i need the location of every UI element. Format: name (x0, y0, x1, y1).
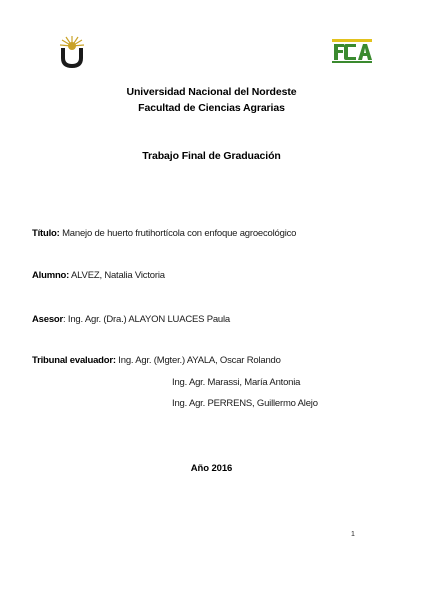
tribunal-line (32, 355, 281, 366)
document-type: Trabajo Final de Graduación (142, 150, 281, 162)
advisor-value: : Ing. Agr. (Dra.) ALAYON LUACES Paula (63, 314, 231, 325)
faculty-name: Facultad de Ciencias Agrarias (138, 102, 285, 114)
unne-logo-icon (58, 34, 86, 70)
year: Año 2016 (190, 463, 233, 474)
tribunal-member-1: Ing. Agr. (Mgter.) AYALA, Oscar Rolando (118, 355, 281, 366)
advisor-label: Asesor (32, 314, 64, 325)
university-name: Universidad Nacional del Nordeste (126, 86, 297, 98)
title-line (32, 228, 296, 239)
tribunal-member-3-line (172, 398, 318, 409)
tribunal-member-2-line (172, 377, 300, 388)
fca-logo-icon (330, 36, 374, 64)
student-label: Alumno: (32, 270, 70, 281)
student-line (32, 270, 165, 281)
title-value: Manejo de huerto frutihortícola con enfoque agroecológico (62, 228, 297, 239)
advisor-line (32, 314, 230, 325)
page-number: 1 (351, 531, 355, 538)
student-value: ALVEZ, Natalia Victoria (71, 270, 165, 281)
tribunal-member-2: Ing. Agr. Marassi, María Antonia (172, 377, 301, 388)
tribunal-label: Tribunal evaluador: (32, 355, 116, 366)
tribunal-member-3: Ing. Agr. PERRENS, Guillermo Alejo (172, 398, 318, 409)
title-label: Título: (32, 228, 60, 239)
